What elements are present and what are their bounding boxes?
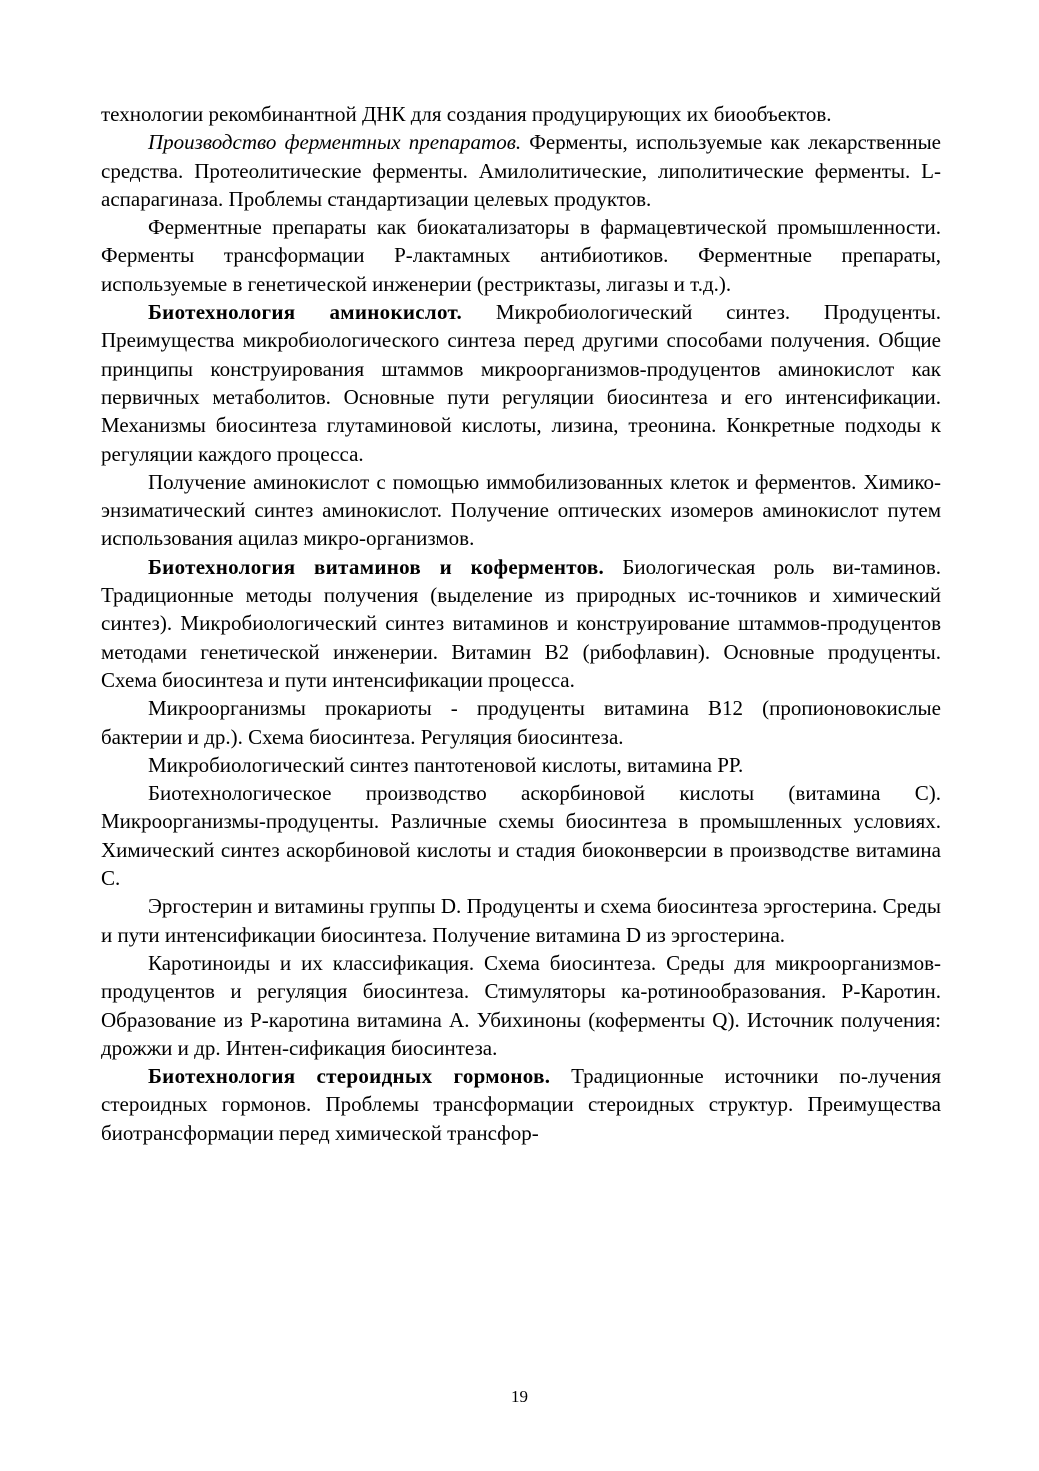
page-body xyxy=(101,100,941,1147)
paragraph-text: Микроорганизмы прокариоты - продуценты витамина В12 (пропионовокислые бактерии и др.). Схема биосинтеза. Регуляция биосинтеза. xyxy=(101,696,941,749)
paragraph-text: Биологическая роль ви-таминов. Традиционные методы получения (выделение из природных ис-точников и химический синтез). Микробиологический синтез витаминов и конструирование штаммов-продуцентов методами генетической инженерии. Витамин В2 (рибофлавин). Основные продуценты. Схема биосинтеза и пути интенсификации процесса. xyxy=(101,554,941,692)
paragraph-carotenoids xyxy=(101,949,941,1062)
paragraph-pantothenic xyxy=(101,751,941,779)
paragraph-1 xyxy=(101,100,941,128)
section-heading-amino-acids: Биотехнология аминокислот. xyxy=(148,300,463,325)
paragraph-amino-acids xyxy=(101,298,941,468)
paragraph-text: Биотехнологическое производство аскорбиновой кислоты (витамина С). Микроорганизмы-продуценты. Различные схемы биосинтеза в промышленных условиях. Химический синтез аскорбиновой кислоты и стадия биоконверсии в производстве витамина С. xyxy=(101,781,941,891)
paragraph-enzyme-production xyxy=(101,128,941,213)
paragraph-ascorbic xyxy=(101,779,941,892)
paragraph-text: Каротиноиды и их классификация. Схема биосинтеза. Среды для микроорганизмов-продуцентов и регуляция биосинтеза. Стимуляторы ка-ротинообразования. Р-Каротин. Образование из Р-каротина витамина А. Убихиноны (коферменты Q). Источник получения: дрожжи и др. Интен-сификация биосинтеза. xyxy=(101,950,941,1060)
paragraph-text: Ферменты, используемые как лекарственные средства. Протеолитические ферменты. Амилолитические, липолитические ферменты. L-аспарагиназа. Проблемы стандартизации целевых продуктов. xyxy=(101,130,941,211)
section-heading-enzymes: Производство ферментных препаратов. xyxy=(148,130,522,155)
paragraph-vitamins xyxy=(101,553,941,694)
paragraph-immobilized-cells xyxy=(101,468,941,553)
paragraph-text: Получение аминокислот с помощью иммобилизованных клеток и ферментов. Химико-энзиматический синтез аминокислот. Получение оптических изомеров аминокислот путем использования ацилаз микро-организмов. xyxy=(101,469,941,551)
paragraph-enzyme-preparations xyxy=(101,213,941,298)
paragraph-1-text: технологии рекомбинантной ДНК для создания продуцирующих их биообъектов. xyxy=(101,102,832,126)
paragraph-b12 xyxy=(101,694,941,751)
paragraph-steroids xyxy=(101,1062,941,1147)
paragraph-text: Эргостерин и витамины группы D. Продуценты и схема биосинтеза эргостерина. Среды и пути интенсификации биосинтеза. Получение витамина D из эргостерина. xyxy=(101,894,941,947)
section-heading-vitamins: Биотехнология витаминов и коферментов. xyxy=(148,554,605,579)
paragraph-text: Микробиологический синтез. Продуценты. Преимущества микробиологического синтеза перед другими способами получения. Общие принципы конструирования штаммов микроорганизмов-продуцентов аминокислот как первичных метаболитов. Основные пути регуляции биосинтеза и его интенсификации. Механизмы биосинтеза глутаминовой кислоты, лизина, треонина. Конкретные подходы к регуляции каждого процесса. xyxy=(101,300,942,466)
paragraph-text: Ферментные препараты как биокатализаторы в фармацевтической промышленности. Ферменты трансформации Р-лактамных антибиотиков. Ферментные препараты, используемые в генетической инженерии (рестриктазы, лигазы и т.д.). xyxy=(101,215,941,296)
page-number: 19 xyxy=(511,1387,528,1406)
section-heading-steroids: Биотехнология стероидных гормонов. xyxy=(148,1064,551,1089)
paragraph-text: Традиционные источники по-лучения стероидных гормонов. Проблемы трансформации стероидных структур. Преимущества биотрансформации перед химической трансфор- xyxy=(101,1064,941,1145)
paragraph-text: Микробиологический синтез пантотеновой кислоты, витамина РР. xyxy=(148,752,744,777)
paragraph-ergosterol xyxy=(101,892,941,949)
